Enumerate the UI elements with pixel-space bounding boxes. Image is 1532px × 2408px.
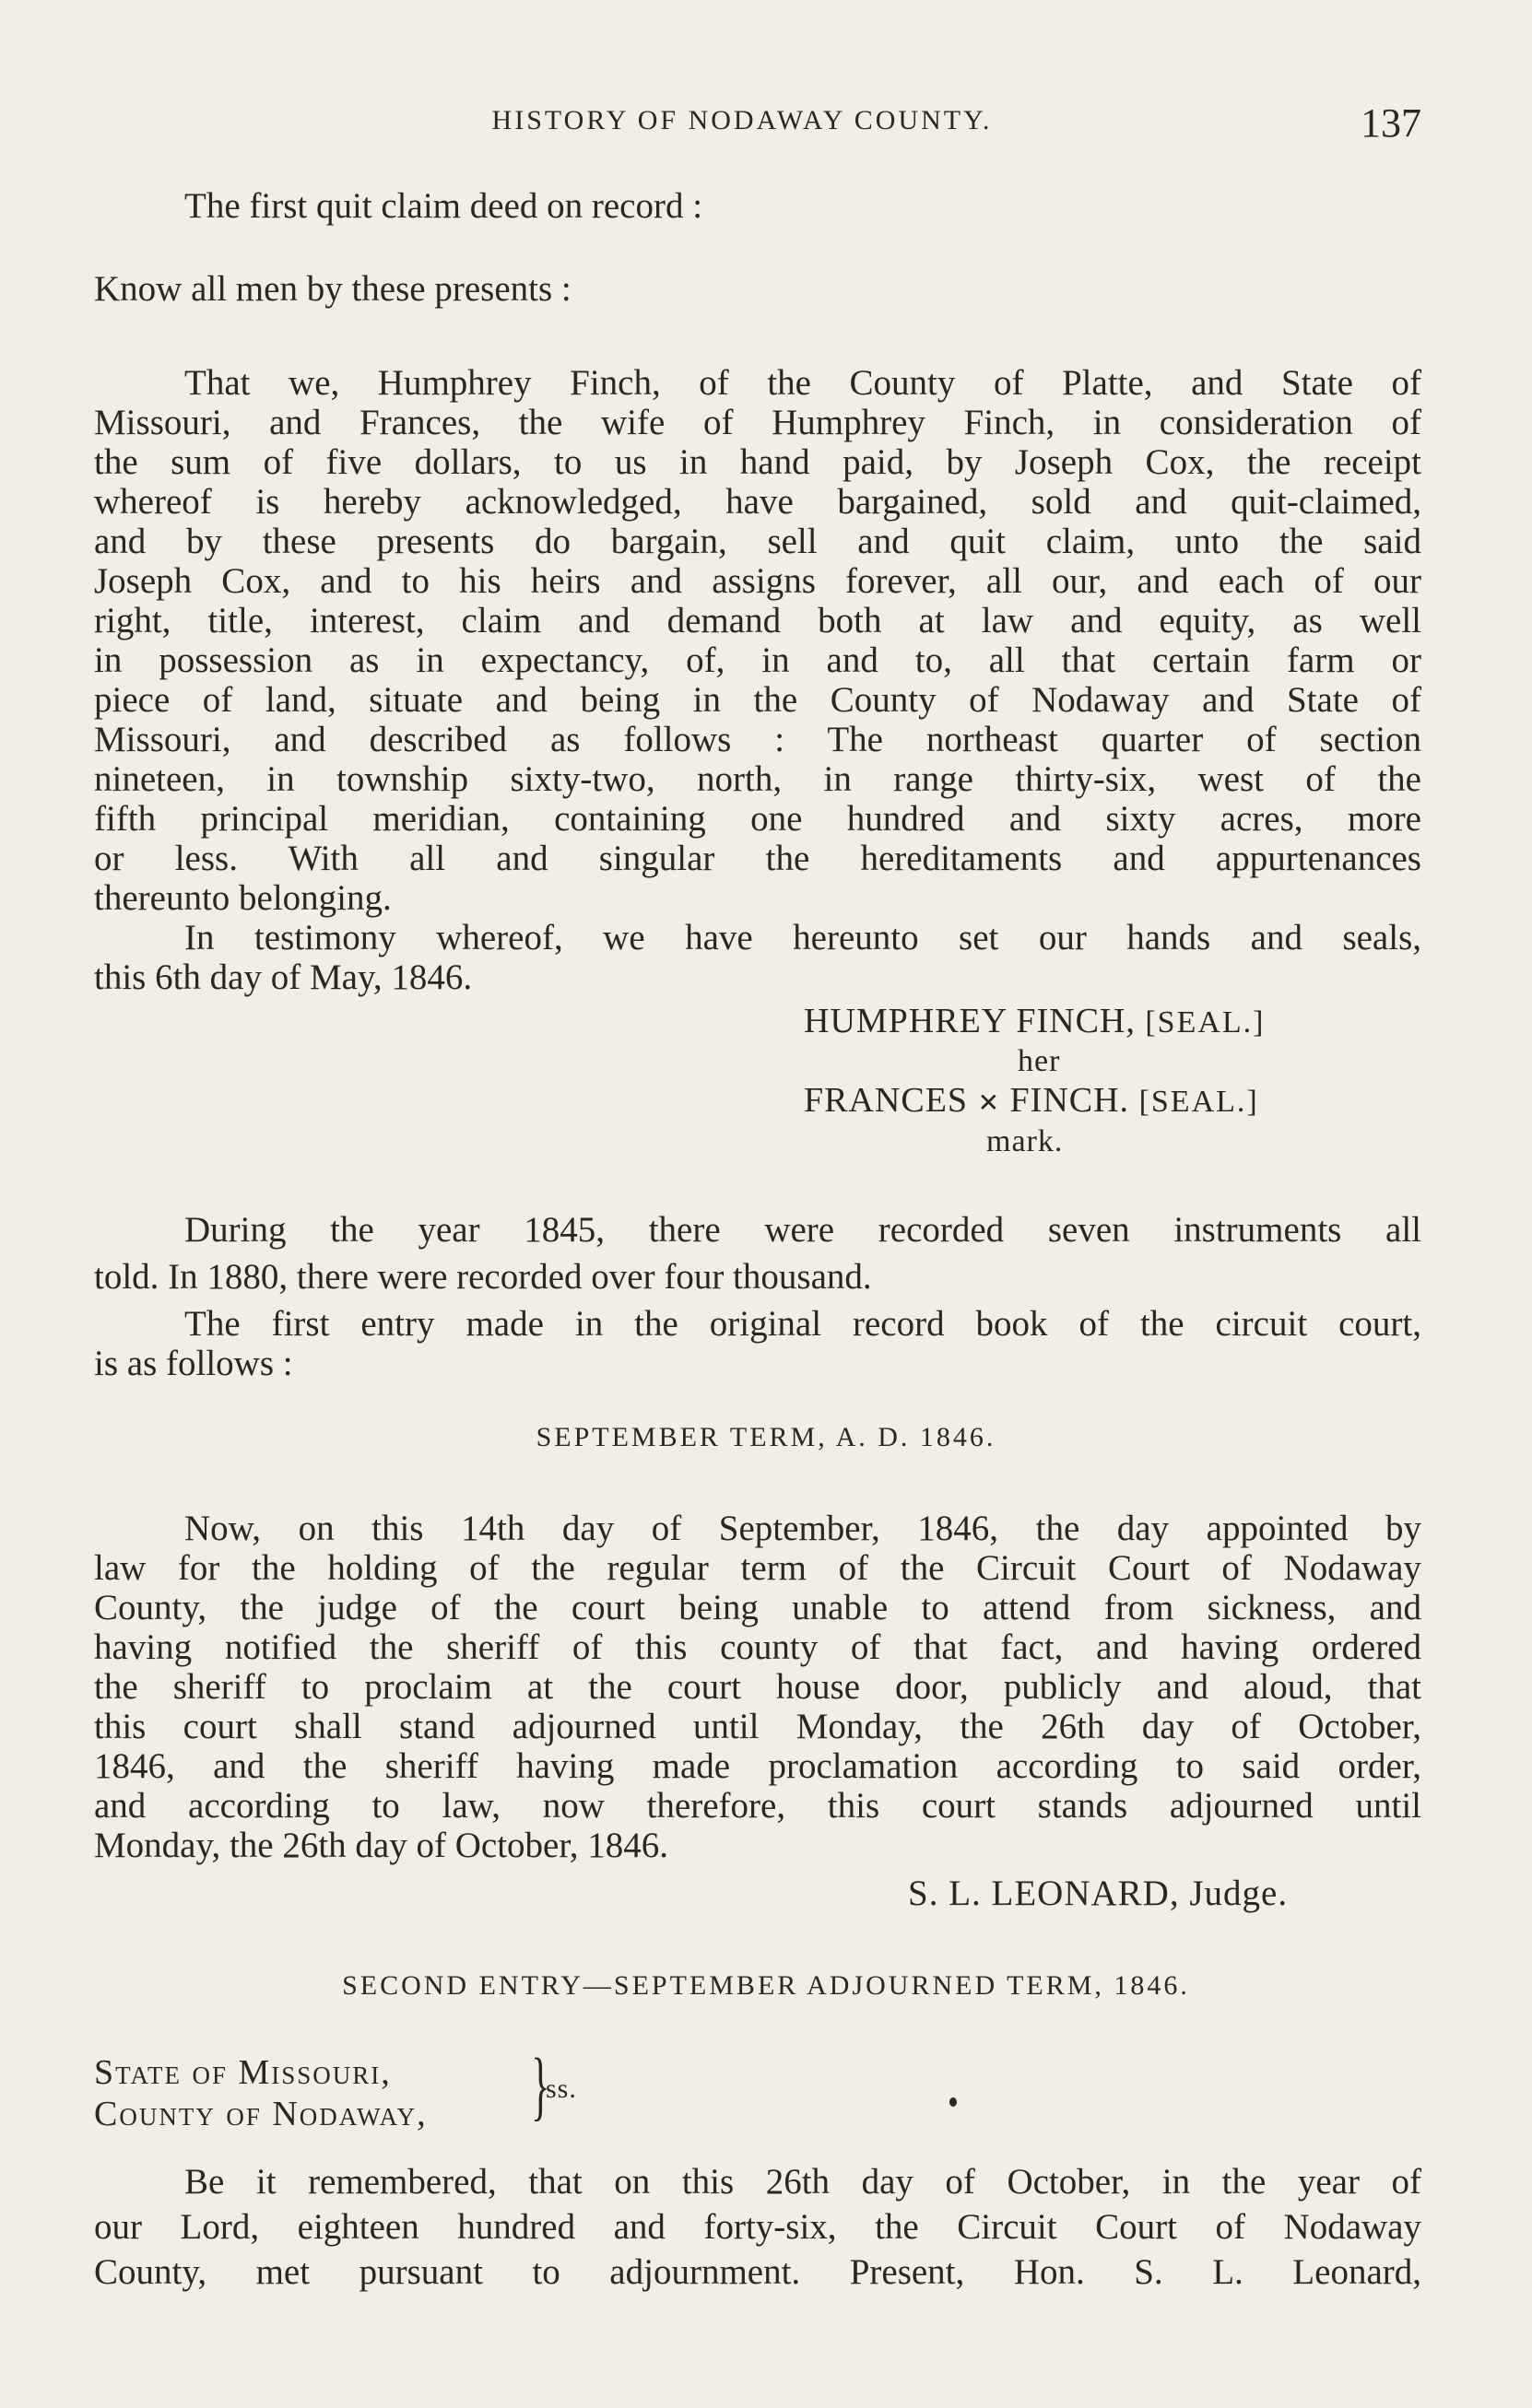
intro-line-1: The first quit claim deed on record :: [184, 186, 703, 226]
text-line: told. In 1880, there were recorded over four thousand.: [94, 1257, 872, 1297]
second-entry-heading: SECOND ENTRY—SEPTEMBER ADJOURNED TERM, 1846.: [342, 1970, 1190, 2001]
text-line: 1846, and the sheriff having made proclamation according to said order,: [94, 1746, 1421, 1786]
text-line: nineteen, in township sixty-two, north, in range thirty-six, west of the: [94, 759, 1421, 799]
page-header: [0, 100, 1532, 160]
text-line: our Lord, eighteen hundred and forty-six, the Circuit Court of Nodaway: [94, 2207, 1421, 2247]
text-line: fifth principal meridian, containing one hundred and sixty acres, more: [94, 799, 1421, 839]
signature-frances: FRANCES ✕ FINCH. [SEAL.]: [804, 1081, 1259, 1120]
text-line: this court shall stand adjourned until Monday, the 26th day of October,: [94, 1707, 1421, 1746]
page-number: 137: [1361, 100, 1421, 146]
text-line: law for the holding of the regular term of the Circuit Court of Nodaway: [94, 1548, 1421, 1588]
text-line: the sheriff to proclaim at the court house door, publicly and aloud, that: [94, 1667, 1421, 1707]
text-line: having notified the sheriff of this county of that fact, and having ordered: [94, 1627, 1421, 1667]
text-line: Now, on this 14th day of September, 1846, the day appointed by: [184, 1509, 1421, 1548]
stray-mark: [949, 2097, 957, 2107]
text-line: Missouri, and described as follows : The northeast quarter of section: [94, 720, 1421, 759]
deed-paragraph: [94, 363, 1421, 997]
text-line: and by these presents do bargain, sell and quit claim, unto the said: [94, 522, 1421, 561]
text-line: That we, Humphrey Finch, of the County of Platte, and State of: [184, 363, 1421, 403]
text-line: Be it remembered, that on this 26th day of October, in the year of: [184, 2162, 1421, 2202]
text-line: or less. With all and singular the hereditaments and appurtenances: [94, 839, 1421, 878]
text-line: During the year 1845, there were recorded seven instruments all: [184, 1210, 1421, 1250]
venue-brace: }: [531, 2043, 550, 2129]
records-paragraph: [94, 1210, 1421, 1383]
running-title: HISTORY OF NODAWAY COUNTY.: [491, 105, 993, 135]
text-line: is as follows :: [94, 1344, 293, 1383]
judge-signature: S. L. LEONARD, Judge.: [908, 1874, 1289, 1913]
signature-humphrey: HUMPHREY FINCH, [SEAL.]: [804, 1002, 1266, 1040]
text-line: piece of land, situate and being in the County of Nodaway and State of: [94, 680, 1421, 720]
venue-county: County of Nodaway,: [94, 2095, 428, 2133]
second-entry-paragraph: [94, 2159, 1421, 2295]
her-label: her: [1018, 1044, 1061, 1078]
text-line: the sum of five dollars, to us in hand paid, by Joseph Cox, the receipt: [94, 442, 1421, 482]
venue-ss: ss.: [546, 2073, 577, 2104]
september-term-paragraph: [94, 1509, 1421, 1865]
text-line: Joseph Cox, and to his heirs and assigns forever, all our, and each of our: [94, 561, 1421, 601]
text-line: in possession as in expectancy, of, in and to, all that certain farm or: [94, 640, 1421, 680]
text-line: In testimony whereof, we have hereunto set our hands and seals,: [184, 918, 1421, 957]
venue-state: State of Missouri,: [94, 2053, 392, 2092]
text-line: right, title, interest, claim and demand both at law and equity, as well: [94, 601, 1421, 640]
text-line: thereunto belonging.: [94, 878, 392, 918]
september-term-heading: SEPTEMBER TERM, A. D. 1846.: [536, 1422, 996, 1452]
text-line: Missouri, and Frances, the wife of Humphrey Finch, in consideration of: [94, 403, 1421, 442]
text-line: and according to law, now therefore, this court stands adjourned until: [94, 1786, 1421, 1826]
intro-line-2: Know all men by these presents :: [94, 269, 572, 309]
text-line: whereof is hereby acknowledged, have bargained, sold and quit-claimed,: [94, 482, 1421, 522]
seal-label: [SEAL.]: [1145, 1005, 1266, 1040]
text-line: County, the judge of the court being unable to attend from sickness, and: [94, 1588, 1421, 1627]
text-line: Monday, the 26th day of October, 1846.: [94, 1826, 669, 1865]
seal-label: [SEAL.]: [1138, 1085, 1259, 1119]
mark-label: mark.: [986, 1124, 1064, 1158]
mark-x: ✕: [977, 1089, 1001, 1118]
text-line: The first entry made in the original record book of the circuit court,: [184, 1304, 1421, 1344]
text-line: County, met pursuant to adjournment. Present, Hon. S. L. Leonard,: [94, 2252, 1421, 2292]
text-line: this 6th day of May, 1846.: [94, 957, 473, 997]
